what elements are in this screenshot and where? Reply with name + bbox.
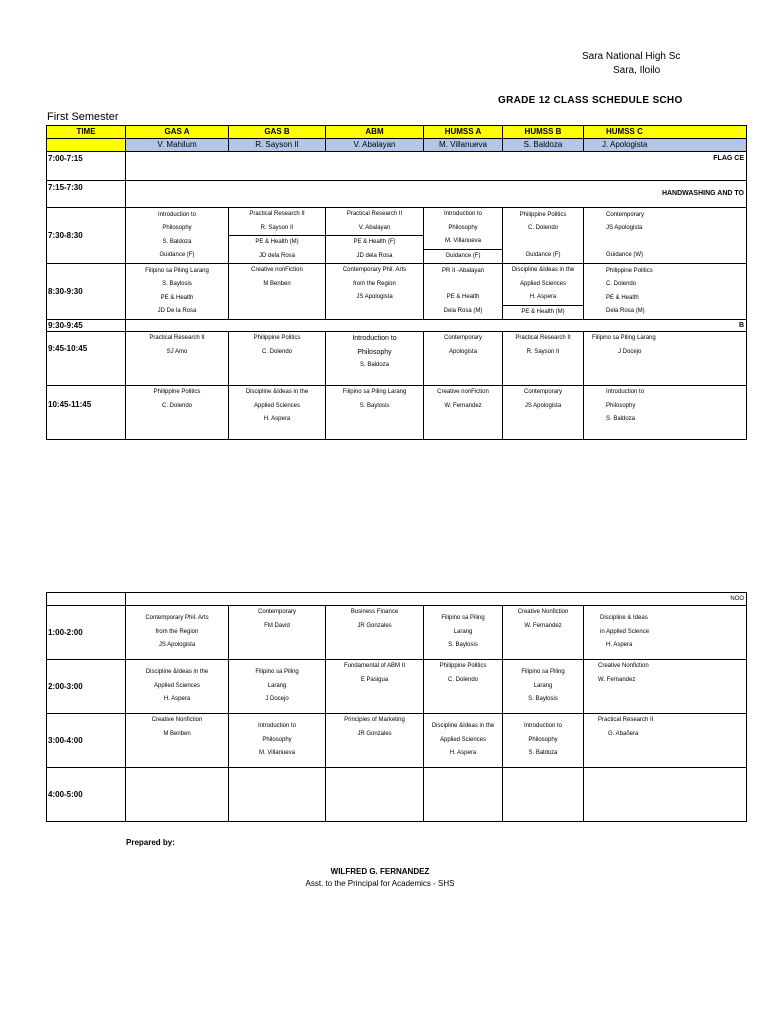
class-cell: Creative Nonfiction W. Fernandez [584, 660, 747, 714]
class-cell [584, 768, 747, 822]
noon-time-blank [47, 593, 126, 606]
class-cell: Discipline & Ideas in Applied Science H. Aspera [584, 606, 747, 660]
time-cell: 9:30-9:45 [47, 320, 126, 332]
col-header-abm: ABM [326, 126, 424, 139]
class-cell: Contemporary JS Apologista [503, 386, 584, 440]
noon-row [47, 593, 747, 606]
col-header-humss-b: HUMSS B [503, 126, 584, 139]
prepared-by-label: Prepared by: [126, 838, 175, 847]
class-cell: Business Finance JR Gonzales [326, 606, 424, 660]
time-cell: 3:00-4:00 [47, 714, 126, 768]
period-row-830 [47, 264, 747, 320]
period-row-300 [47, 714, 747, 768]
header-row [47, 126, 747, 139]
class-cell: Introduction to Philosophy S. Baldoza [503, 714, 584, 768]
flag-ceremony-row [47, 152, 747, 181]
period-row-945 [47, 332, 747, 386]
class-cell: PR II -Abalayan PE & Health Dela Rosa (M) [424, 264, 503, 320]
class-cell: Contemporary Apologista [424, 332, 503, 386]
class-cell [126, 768, 229, 822]
class-cell: Introduction to Philosophy S. Baldoza Guidance (F) [126, 208, 229, 264]
period-row-100 [47, 606, 747, 660]
class-cell: Practical Research II SJ Amo [126, 332, 229, 386]
class-cell: Philippine Politics C. Dolendo [424, 660, 503, 714]
time-cell: 7:30-8:30 [47, 208, 126, 264]
class-cell: Creative Nonfiction M Benben [126, 714, 229, 768]
col-header-humss-c: HUMSS C [584, 126, 747, 139]
class-cell [326, 768, 424, 822]
class-cell: Filipino sa Piling Larang J Docejo [229, 660, 326, 714]
class-cell: Contemporary FM David [229, 606, 326, 660]
class-cell: Practical Research II V. Abalayan PE & Health (F) JD dela Rosa [326, 208, 424, 264]
class-cell: Discipline &Ideas in the Applied Sciences H. Aspera PE & Health (M) [503, 264, 584, 320]
col-header-gas-a: GAS A [126, 126, 229, 139]
class-cell: Filipino sa Piling Larang J Docejo [584, 332, 747, 386]
class-cell: Philippine Politics C. Dolendo [126, 386, 229, 440]
adviser-time-blank [47, 139, 126, 152]
class-cell [424, 768, 503, 822]
schedule-title: GRADE 12 CLASS SCHEDULE SCHO [498, 95, 683, 106]
class-cell: Philippine Politics C. Dolendo PE & Health Dela Rosa (M) [584, 264, 747, 320]
adviser-humss-c: J. Apologista [584, 139, 747, 152]
handwashing-row [47, 181, 747, 208]
class-cell: Filipino sa Piling Larang S. Baylosis [503, 660, 584, 714]
period-row-1045 [47, 386, 747, 440]
class-cell: Principles of Marketing JR Gonzales [326, 714, 424, 768]
class-cell: Practical Research II R. Sayson II [503, 332, 584, 386]
adviser-gas-a: V. Mahilum [126, 139, 229, 152]
class-cell [503, 768, 584, 822]
morning-schedule-table [46, 125, 747, 440]
signatory-name: WILFRED G. FERNANDEZ [330, 867, 430, 876]
class-cell: Philippine Politics C. Dolendo [229, 332, 326, 386]
col-header-humss-a: HUMSS A [424, 126, 503, 139]
class-cell: Introduction to Philosophy M. Villanueva Guidance (F) [424, 208, 503, 264]
adviser-humss-b: S. Baldoza [503, 139, 584, 152]
recess-label: B [126, 320, 747, 332]
recess-row [47, 320, 747, 332]
class-cell: Contemporary Phil. Arts from the Region JS Apologista [126, 606, 229, 660]
class-cell: Filipino sa Piling Larang S. Baylosis PE & Health JD De la Rosa [126, 264, 229, 320]
class-cell: Contemporary JS Apologista Guidance (W) [584, 208, 747, 264]
adviser-humss-a: M. Villanueva [424, 139, 503, 152]
class-cell: Discipline &Ideas in the Applied Sciences H. Aspera [424, 714, 503, 768]
school-name: Sara National High Sc [582, 51, 681, 62]
time-cell: 8:30-9:30 [47, 264, 126, 320]
class-cell: Contemporary Phil. Arts from the Region JS Apologista [326, 264, 424, 320]
signatory-position: Asst. to the Principal for Academics - SHS [305, 879, 455, 888]
class-cell: Introduction to Philosophy S. Baldoza [584, 386, 747, 440]
flag-ceremony-label: FLAG CE [126, 152, 747, 181]
time-cell: 2:00-3:00 [47, 660, 126, 714]
class-cell: Practical Research II R. Sayson II PE & Health (M) JD dela Rosa [229, 208, 326, 264]
time-cell: 10:45-11:45 [47, 386, 126, 440]
class-cell: Philippine Politics C. Dolendo Guidance (F) [503, 208, 584, 264]
handwashing-label: HANDWASHING AND TO [126, 181, 747, 208]
period-row-200 [47, 660, 747, 714]
class-cell: Creative nonFiction M Benben [229, 264, 326, 320]
adviser-gas-b: R. Sayson II [229, 139, 326, 152]
semester-label: First Semester [47, 111, 119, 123]
time-cell: 1:00-2:00 [47, 606, 126, 660]
class-cell: Filipino sa Piling Larang S. Baylosis [326, 386, 424, 440]
class-cell: Creative Nonfiction W. Fernandez [503, 606, 584, 660]
class-cell: Introduction to Philosophy M. Villanueva [229, 714, 326, 768]
adviser-row [47, 139, 747, 152]
class-cell: Filipino sa Piling Larang S. Baylosis [424, 606, 503, 660]
school-address: Sara, Iloilo [613, 65, 661, 76]
time-cell: 9:45-10:45 [47, 332, 126, 386]
period-row-730 [47, 208, 747, 264]
afternoon-schedule-table [46, 592, 747, 822]
class-cell: Discipline &Ideas in the Applied Sciences H. Aspera [126, 660, 229, 714]
time-cell: 4:00-5:00 [47, 768, 126, 822]
class-cell: Discipline &Ideas in the Applied Sciences H. Aspera [229, 386, 326, 440]
time-cell: 7:15-7:30 [47, 181, 126, 208]
class-cell: Introduction to Philosophy S. Baldoza [326, 332, 424, 386]
class-cell: Fundamental of ABM II E Pasigua [326, 660, 424, 714]
period-row-400 [47, 768, 747, 822]
col-header-time: TIME [47, 126, 126, 139]
adviser-abm: V. Abalayan [326, 139, 424, 152]
noon-label: NOO [126, 593, 747, 606]
col-header-gas-b: GAS B [229, 126, 326, 139]
class-cell: Creative nonFiction W. Fernandez [424, 386, 503, 440]
class-cell [229, 768, 326, 822]
class-cell: Practical Research II G. Abañera [584, 714, 747, 768]
time-cell: 7:00-7:15 [47, 152, 126, 181]
